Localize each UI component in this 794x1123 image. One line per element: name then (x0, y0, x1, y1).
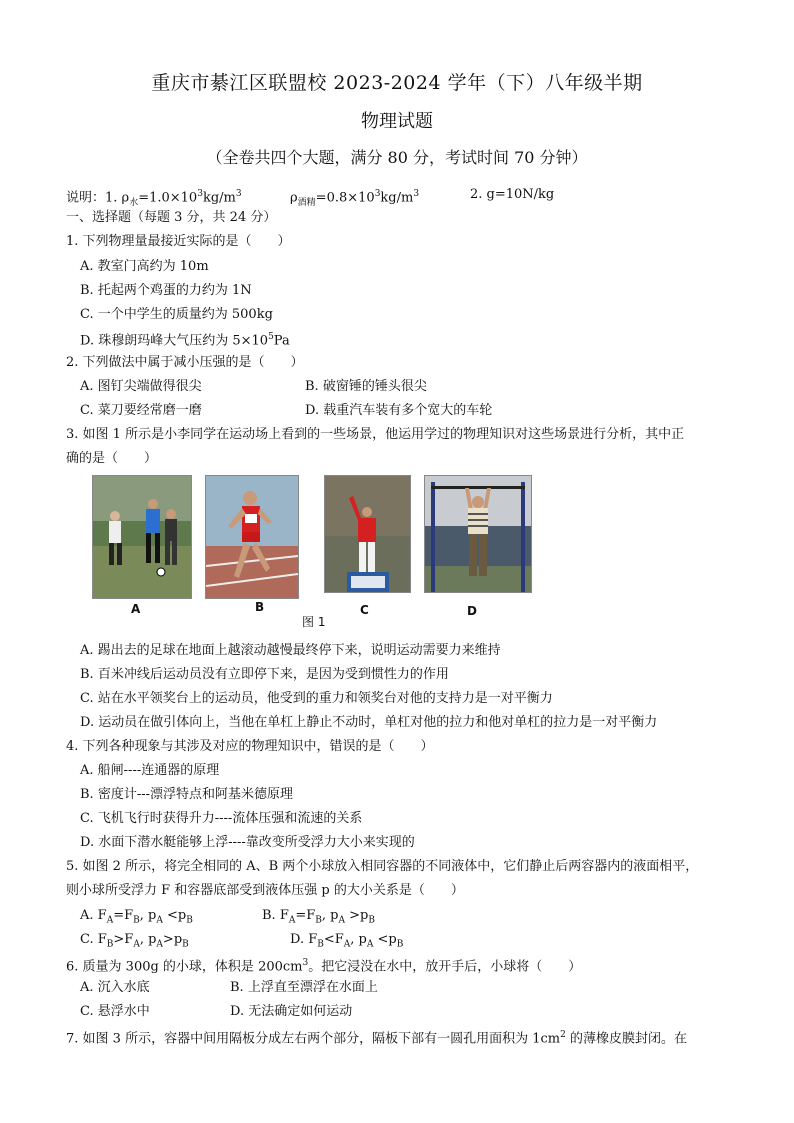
q6-option-c: C. 悬浮水中 (80, 1004, 150, 1019)
explain-sub-alcohol: 酒精 (297, 197, 316, 208)
exam-note: （全卷共四个大题，满分 80 分，考试时间 70 分钟） (206, 148, 588, 167)
page-title: 重庆市綦江区联盟校 2023-2024 学年（下）八年级半期 (151, 72, 643, 94)
q5-d-sub: A (366, 939, 374, 950)
q5-option-d (290, 931, 403, 954)
q5-d-part: D. F (290, 932, 318, 947)
explain-water-value: =1.0×10 (138, 190, 198, 206)
section-heading: 一、选择题（每题 3 分，共 24 分） (66, 210, 277, 225)
q5-b-part: >p (344, 908, 369, 923)
q5-a-part: <p (162, 908, 187, 923)
explain-unit: kg/m (380, 190, 414, 206)
q7-stem-exp: 2 (560, 1030, 566, 1040)
q5-option-b (262, 907, 375, 930)
explain-alcohol-value: =0.8×10 (315, 190, 375, 206)
q5-a-part: =F (113, 908, 134, 923)
q5-c-part: , p (139, 932, 157, 947)
q5-d-part: , p (350, 932, 367, 947)
q7-stem-text: 7. 如图 3 所示，容器中间用隔板分成左右两个部分，隔板下部有一圆孔用面积为 1cm (66, 1031, 561, 1047)
photo-podium (324, 475, 411, 593)
q6-stem-text: 。把它浸没在水中，放开手后，小球将（ ） (308, 959, 582, 975)
q4-option-b: B. 密度计---漂浮特点和阿基米德原理 (80, 787, 293, 802)
q3-option-a: A. 踢出去的足球在地面上越滚动越慢最终停下来，说明运动需要力来维持 (80, 643, 501, 658)
q5-b-part: =F (295, 908, 316, 923)
q4-option-a: A. 船闸----连通器的原理 (80, 763, 220, 778)
q4-option-d: D. 水面下潜水艇能够上浮----靠改变所受浮力大小来实现的 (80, 835, 415, 850)
q5-b-sub: B (315, 915, 322, 926)
q6-stem (66, 955, 581, 975)
q5-b-part: , p (321, 908, 339, 923)
q6-stem-exp: 3 (302, 958, 309, 968)
photo-pullup (424, 475, 532, 593)
photo-label-d: D (467, 604, 477, 618)
q1-d-unit: Pa (273, 333, 290, 349)
explain-exp: 3 (197, 189, 203, 199)
q5-option-a (80, 907, 193, 930)
explain-exp: 3 (413, 189, 420, 199)
q6-stem-text: 6. 质量为 300g 的小球，体积是 200cm (66, 959, 303, 975)
explain-prefix: 说明：1. ρ (66, 190, 130, 206)
q1-d-exp: 5 (268, 332, 274, 342)
q3-option-d: D. 运动员在做引体向上，当他在单杠上静止不动时，单杠对他的拉力和他对单杠的拉力是一对平衡力 (80, 715, 658, 730)
q1-stem: 1. 下列物理量最接近实际的是（ ） (66, 234, 291, 249)
photo-label-a: A (131, 602, 141, 616)
q5-a-part: A. F (80, 908, 107, 923)
q3-option-b: B. 百米冲线后运动员没有立即停下来，是因为受到惯性力的作用 (80, 667, 449, 682)
q5-a-sub: B (133, 915, 140, 926)
q7-stem (66, 1027, 687, 1047)
q5-c-part: >F (113, 932, 134, 947)
q3-option-c: C. 站在水平领奖台上的运动员，他受到的重力和领奖台对他的支持力是一对平衡力 (80, 691, 553, 706)
q1-option-c: C. 一个中学生的质量约为 500kg (80, 307, 273, 322)
explain-alcohol (290, 186, 419, 212)
q5-d-part: <p (373, 932, 397, 947)
q1-d-text: D. 珠穆朗玛峰大气压约为 5×10 (80, 333, 269, 349)
q5-b-part: B. F (262, 908, 289, 923)
explain-unit: kg/m (202, 190, 236, 206)
q5-c-sub: B (106, 939, 114, 950)
q5-a-part: , p (139, 908, 157, 923)
explain-exp: 3 (374, 189, 381, 199)
q4-stem: 4. 下列各种现象与其涉及对应的物理知识中，错误的是（ ） (66, 739, 434, 754)
q4-option-c: C. 飞机飞行时获得升力----流体压强和流速的关系 (80, 811, 363, 826)
q5-d-sub: B (317, 939, 324, 950)
q5-d-sub: A (343, 939, 351, 950)
q1-option-b: B. 托起两个鸡蛋的力约为 1N (80, 283, 252, 298)
photo-label-c: C (360, 603, 369, 617)
q2-option-d: D. 载重汽车装有多个宽大的车轮 (305, 403, 493, 418)
q2-stem: 2. 下列做法中属于减小压强的是（ ） (66, 355, 304, 370)
q5-a-sub: A (156, 915, 163, 926)
q5-c-part: >p (162, 932, 183, 947)
q5-b-sub: A (288, 915, 296, 926)
q1-option-a: A. 教室门高约为 10m (80, 259, 209, 274)
page-subtitle: 物理试题 (361, 111, 433, 132)
q6-option-d: D. 无法确定如何运动 (230, 1004, 353, 1019)
q5-d-part: <F (323, 932, 344, 947)
q2-option-b: B. 破窗锤的锤头很尖 (305, 379, 427, 394)
explain-exp: 3 (235, 189, 242, 199)
q5-stem-line1: 5. 如图 2 所示，将完全相同的 A、B 两个小球放入相同容器的不同液体中，它们静止后两容器内的液面相平， (66, 859, 699, 874)
q5-option-c (80, 931, 189, 954)
q6-option-b: B. 上浮直至漂浮在水面上 (230, 980, 378, 995)
q5-stem-line2: 则小球所受浮力 F 和容器底部受到液体压强 p 的大小关系是（ ） (66, 883, 464, 898)
q2-option-a: A. 图钉尖端做得很尖 (80, 379, 202, 394)
photo-label-b: B (255, 600, 265, 614)
photo-sprinter (205, 475, 299, 599)
explain-g: 2. g=10N/kg (470, 187, 555, 202)
q5-c-sub: A (156, 939, 163, 950)
q5-d-sub: B (396, 939, 404, 950)
explain-rho: ρ (290, 190, 298, 206)
q3-stem-line1: 3. 如图 1 所示是小李同学在运动场上看到的一些场景，他运用学过的物理知识对这些场景进行分析，其中正 (66, 427, 685, 442)
q6-option-a: A. 沉入水底 (80, 980, 150, 995)
q7-stem-text: 的薄橡皮膜封闭。在 (565, 1031, 687, 1047)
q5-c-part: C. F (80, 932, 107, 947)
q5-a-sub: A (106, 915, 114, 926)
q3-stem-line2: 确的是（ ） (66, 451, 158, 466)
q5-b-sub: A (338, 915, 345, 926)
q1-option-d (80, 329, 290, 349)
figure-1-caption: 图 1 (302, 615, 326, 629)
photo-soccer (92, 475, 192, 599)
explain-sub-water: 水 (129, 197, 139, 208)
q2-option-c: C. 菜刀要经常磨一磨 (80, 403, 202, 418)
q5-a-sub: B (186, 915, 193, 926)
q5-b-sub: B (368, 915, 375, 926)
q5-c-sub: B (182, 939, 189, 950)
q5-c-sub: A (133, 939, 140, 950)
